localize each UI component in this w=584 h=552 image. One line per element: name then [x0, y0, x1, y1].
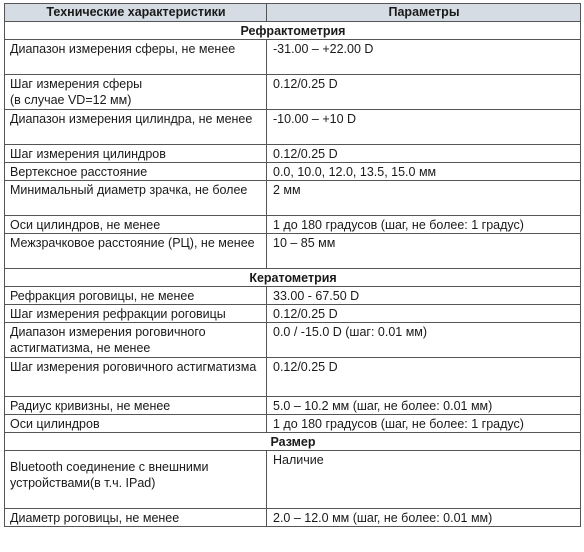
param-cell: Минимальный диаметр зрачка, не более	[5, 181, 267, 216]
value-cell: -31.00 – +22.00 D	[267, 40, 581, 75]
table-row	[5, 234, 581, 269]
value-cell: 0.12/0.25 D	[267, 358, 581, 397]
param-cell: Радиус кривизны, не менее	[5, 397, 267, 415]
section-row	[5, 433, 581, 451]
value-cell: 5.0 – 10.2 мм (шаг, не более: 0.01 мм)	[267, 397, 581, 415]
param-cell: Диаметр роговицы, не менее	[5, 509, 267, 527]
value-cell: 33.00 - 67.50 D	[267, 287, 581, 305]
param-cell: Шаг измерения роговичного астигматизма	[5, 358, 267, 397]
section-keratometry: Кератометрия	[5, 269, 581, 287]
table-row	[5, 305, 581, 323]
value-cell: 2.0 – 12.0 мм (шаг, не более: 0.01 мм)	[267, 509, 581, 527]
header-col-characteristics: Технические характеристики	[5, 4, 267, 22]
value-cell: Наличие	[267, 451, 581, 509]
table-row	[5, 397, 581, 415]
param-cell: Межзрачковое расстояние (РЦ), не менее	[5, 234, 267, 269]
table-row	[5, 216, 581, 234]
table-row	[5, 40, 581, 75]
value-cell: 0.12/0.25 D	[267, 75, 581, 110]
value-cell: 1 до 180 градусов (шаг, не более: 1 градус)	[267, 415, 581, 433]
value-cell: 0.12/0.25 D	[267, 145, 581, 163]
param-cell: Шаг измерения сферы (в случае VD=12 мм)	[5, 75, 267, 110]
table-row	[5, 181, 581, 216]
table-row	[5, 110, 581, 145]
param-cell: Диапазон измерения цилиндра, не менее	[5, 110, 267, 145]
table-row	[5, 358, 581, 397]
value-cell: 0.12/0.25 D	[267, 305, 581, 323]
value-cell: 2 мм	[267, 181, 581, 216]
param-cell: Оси цилиндров	[5, 415, 267, 433]
value-cell: 0.0, 10.0, 12.0, 13.5, 15.0 мм	[267, 163, 581, 181]
param-cell: Рефракция роговицы, не менее	[5, 287, 267, 305]
table-row	[5, 75, 581, 110]
param-cell: Шаг измерения цилиндров	[5, 145, 267, 163]
table-row	[5, 415, 581, 433]
section-row	[5, 22, 581, 40]
param-cell: Bluetooth соединение с внешними устройствами(в т.ч. IPad)	[5, 451, 267, 509]
param-cell: Вертексное расстояние	[5, 163, 267, 181]
param-cell: Диапазон измерения роговичного астигматизма, не менее	[5, 323, 267, 358]
table-row	[5, 451, 581, 509]
table-row	[5, 163, 581, 181]
section-refraction: Рефрактометрия	[5, 22, 581, 40]
table-row	[5, 509, 581, 527]
spec-table	[4, 3, 581, 527]
table-row	[5, 323, 581, 358]
value-cell: 10 – 85 мм	[267, 234, 581, 269]
table-header-row	[5, 4, 581, 22]
param-cell: Диапазон измерения сферы, не менее	[5, 40, 267, 75]
table-row	[5, 145, 581, 163]
param-cell: Шаг измерения рефракции роговицы	[5, 305, 267, 323]
section-size: Размер	[5, 433, 581, 451]
param-cell: Оси цилиндров, не менее	[5, 216, 267, 234]
value-cell: 0.0 / -15.0 D (шаг: 0.01 мм)	[267, 323, 581, 358]
table-row	[5, 287, 581, 305]
header-col-parameters: Параметры	[267, 4, 581, 22]
value-cell: 1 до 180 градусов (шаг, не более: 1 градус)	[267, 216, 581, 234]
section-row	[5, 269, 581, 287]
value-cell: -10.00 – +10 D	[267, 110, 581, 145]
